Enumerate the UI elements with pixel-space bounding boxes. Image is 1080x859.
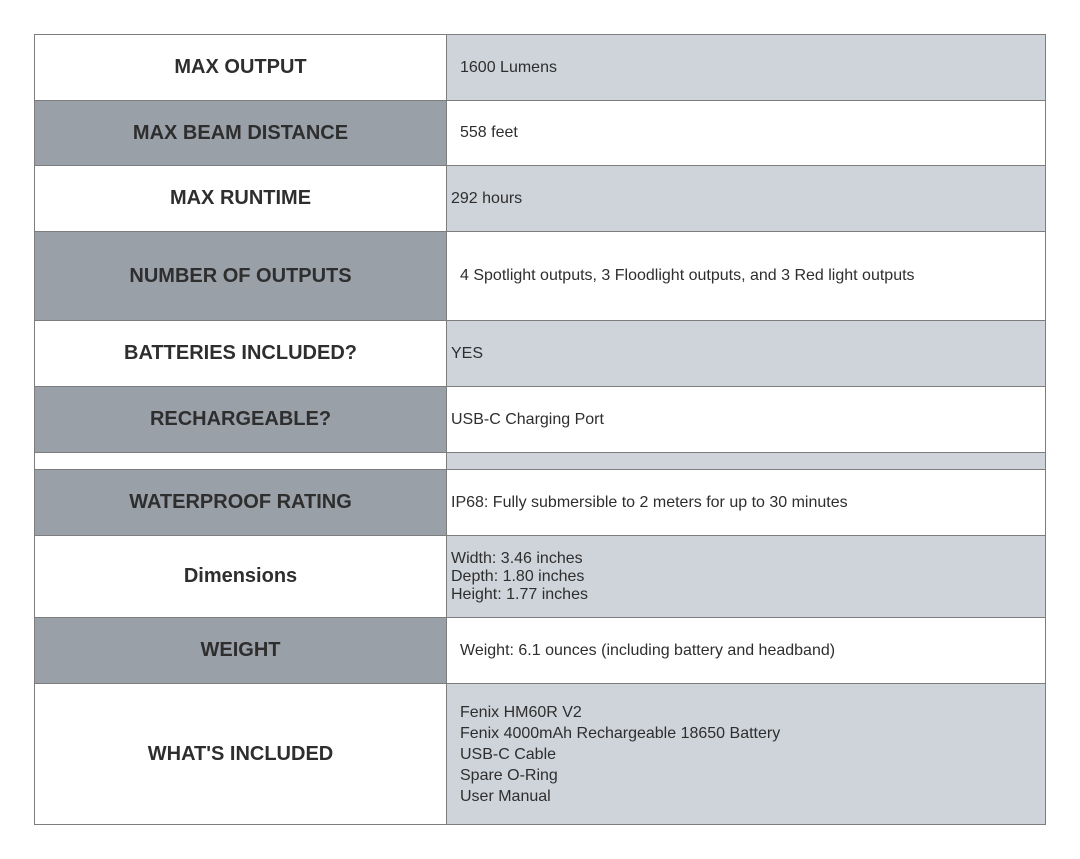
- table-row-batteries-included: [35, 321, 1046, 387]
- table-row-max-runtime: [35, 166, 1046, 232]
- weight-label: WEIGHT: [200, 639, 281, 661]
- row-label: [35, 470, 447, 536]
- row-value: [447, 470, 1046, 536]
- whats-included-label: WHAT'S INCLUDED: [147, 742, 334, 765]
- row-label: [35, 387, 447, 453]
- row-value: [447, 536, 1046, 618]
- max-output-label: MAX OUTPUT: [174, 56, 307, 78]
- table-row-weight: [35, 618, 1046, 684]
- row-value: [447, 101, 1046, 166]
- row-value: [447, 166, 1046, 232]
- table-row-dimensions: [35, 536, 1046, 618]
- row-value: [447, 232, 1046, 321]
- number-of-outputs-label: NUMBER OF OUTPUTS: [129, 264, 352, 287]
- table-row-empty: [35, 453, 1046, 470]
- table-row-whats-included: [35, 684, 1046, 825]
- dimensions-label: Dimensions: [183, 565, 298, 587]
- row-label: [35, 101, 447, 166]
- max-beam-distance-label: MAX BEAM DISTANCE: [132, 121, 349, 144]
- dimensions-width: Width: 3.46 inches: [451, 549, 583, 567]
- row-label: [35, 536, 447, 618]
- max-output-value: 1600 Lumens: [460, 58, 557, 76]
- row-value: [447, 453, 1046, 470]
- waterproof-rating-label: WATERPROOF RATING: [129, 491, 352, 513]
- included-item: Spare O-Ring: [460, 766, 558, 784]
- batteries-included-value: YES: [451, 344, 484, 362]
- row-label: [35, 618, 447, 684]
- batteries-included-label: BATTERIES INCLUDED?: [124, 342, 357, 364]
- waterproof-rating-value: IP68: Fully submersible to 2 meters for up to 30 minutes: [451, 493, 848, 511]
- included-item: Fenix 4000mAh Rechargeable 18650 Battery: [460, 724, 781, 742]
- rechargeable-value: USB-C Charging Port: [451, 410, 604, 428]
- row-label: [35, 684, 447, 825]
- max-beam-distance-value: 558 feet: [460, 124, 518, 141]
- row-label: [35, 453, 447, 470]
- row-label: [35, 232, 447, 321]
- dimensions-height: Height: 1.77 inches: [451, 585, 588, 603]
- table-row-waterproof-rating: [35, 470, 1046, 536]
- row-value: [447, 618, 1046, 684]
- dimensions-depth: Depth: 1.80 inches: [451, 567, 585, 585]
- row-value: [447, 684, 1046, 825]
- specifications-table: [34, 34, 1046, 825]
- table-row-rechargeable: [35, 387, 1046, 453]
- table-row-max-output: [35, 35, 1046, 101]
- row-value: [447, 387, 1046, 453]
- number-of-outputs-value: 4 Spotlight outputs, 3 Floodlight outputs, and 3 Red light outputs: [460, 267, 915, 284]
- row-value: [447, 321, 1046, 387]
- max-runtime-label: MAX RUNTIME: [169, 187, 312, 209]
- row-value: [447, 35, 1046, 101]
- row-label: [35, 166, 447, 232]
- table-row-number-of-outputs: [35, 232, 1046, 321]
- included-item: User Manual: [460, 787, 551, 805]
- included-item: USB-C Cable: [460, 745, 557, 763]
- table-row-max-beam-distance: [35, 101, 1046, 166]
- max-runtime-value: 292 hours: [451, 189, 523, 207]
- row-label: [35, 35, 447, 101]
- row-label: [35, 321, 447, 387]
- included-item: Fenix HM60R V2: [460, 703, 582, 721]
- rechargeable-label: RECHARGEABLE?: [149, 408, 332, 430]
- weight-value: Weight: 6.1 ounces (including battery and headband): [460, 641, 836, 659]
